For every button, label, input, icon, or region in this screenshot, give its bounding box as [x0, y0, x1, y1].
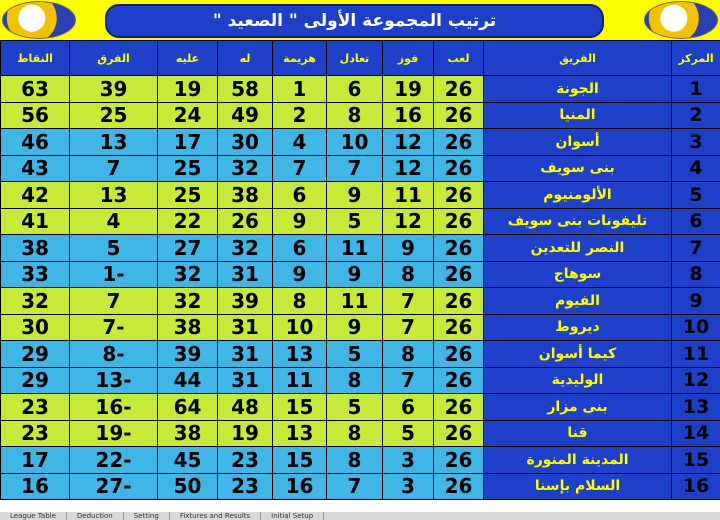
table-row: [1, 182, 720, 209]
football-icon: [644, 1, 718, 39]
team-cell[interactable]: النصر للتعدين: [484, 235, 672, 262]
played-cell[interactable]: 26: [434, 394, 484, 421]
points-cell[interactable]: 23: [1, 394, 70, 421]
lost-cell[interactable]: 2: [273, 102, 327, 129]
goal-difference-cell[interactable]: -27: [70, 473, 158, 500]
points-cell[interactable]: 29: [1, 341, 70, 368]
football-icon: [2, 1, 76, 39]
sheet-tab[interactable]: Setting: [124, 512, 170, 520]
goals-for-cell[interactable]: 58: [218, 76, 273, 103]
goals-against-cell[interactable]: 22: [158, 208, 218, 235]
team-cell[interactable]: كيما أسوان: [484, 341, 672, 368]
goal-difference-cell[interactable]: 13: [70, 182, 158, 209]
table-row: [1, 447, 720, 474]
points-cell[interactable]: 32: [1, 288, 70, 315]
goal-difference-cell[interactable]: -8: [70, 341, 158, 368]
points-cell[interactable]: 46: [1, 129, 70, 156]
goal-difference-cell[interactable]: 5: [70, 235, 158, 262]
points-cell[interactable]: 29: [1, 367, 70, 394]
table-row: [1, 261, 720, 288]
drawn-cell[interactable]: 6: [327, 76, 383, 103]
table-row: [1, 102, 720, 129]
points-cell[interactable]: 41: [1, 208, 70, 235]
won-cell[interactable]: 7: [383, 288, 434, 315]
header-goal-difference[interactable]: الفرق: [70, 41, 158, 76]
won-cell[interactable]: 16: [383, 102, 434, 129]
goal-difference-cell[interactable]: -22: [70, 447, 158, 474]
goal-difference-cell[interactable]: -19: [70, 420, 158, 447]
points-cell[interactable]: 63: [1, 76, 70, 103]
lost-cell[interactable]: 15: [273, 394, 327, 421]
lost-cell[interactable]: 7: [273, 155, 327, 182]
sheet-tab[interactable]: Initial Setup: [261, 512, 324, 520]
lost-cell[interactable]: 9: [273, 261, 327, 288]
points-cell[interactable]: 43: [1, 155, 70, 182]
won-cell[interactable]: 7: [383, 314, 434, 341]
goal-difference-cell[interactable]: 13: [70, 129, 158, 156]
rank-cell[interactable]: 13: [672, 394, 720, 421]
won-cell[interactable]: 7: [383, 367, 434, 394]
goals-for-cell[interactable]: 32: [218, 235, 273, 262]
table-row: [1, 235, 720, 262]
goals-for-cell[interactable]: 30: [218, 129, 273, 156]
points-cell[interactable]: 38: [1, 235, 70, 262]
goals-against-cell[interactable]: 24: [158, 102, 218, 129]
rank-cell[interactable]: 4: [672, 155, 720, 182]
won-cell[interactable]: 3: [383, 473, 434, 500]
goals-for-cell[interactable]: 26: [218, 208, 273, 235]
lost-cell[interactable]: 4: [273, 129, 327, 156]
goals-against-cell[interactable]: 25: [158, 155, 218, 182]
goals-for-cell[interactable]: 49: [218, 102, 273, 129]
goals-against-cell[interactable]: 39: [158, 341, 218, 368]
drawn-cell[interactable]: 9: [327, 261, 383, 288]
goals-against-cell[interactable]: 32: [158, 261, 218, 288]
goals-for-cell[interactable]: 48: [218, 394, 273, 421]
rank-cell[interactable]: 16: [672, 473, 720, 500]
team-cell[interactable]: المدينة المنورة: [484, 447, 672, 474]
header-points[interactable]: النقاط: [1, 41, 70, 76]
table-row: [1, 367, 720, 394]
table-row: [1, 208, 720, 235]
header-rank[interactable]: المركز: [672, 41, 720, 76]
team-cell[interactable]: الفيوم: [484, 288, 672, 315]
points-cell[interactable]: 17: [1, 447, 70, 474]
goals-for-cell[interactable]: 23: [218, 473, 273, 500]
team-cell[interactable]: تليفونات بنى سويف: [484, 208, 672, 235]
drawn-cell[interactable]: 7: [327, 155, 383, 182]
lost-cell[interactable]: 16: [273, 473, 327, 500]
played-cell[interactable]: 26: [434, 208, 484, 235]
table-row: [1, 420, 720, 447]
goals-against-cell[interactable]: 32: [158, 288, 218, 315]
table-row: [1, 473, 720, 500]
drawn-cell[interactable]: 11: [327, 288, 383, 315]
header-won[interactable]: فوز: [383, 41, 434, 76]
drawn-cell[interactable]: 9: [327, 182, 383, 209]
goal-difference-cell[interactable]: 39: [70, 76, 158, 103]
won-cell[interactable]: 12: [383, 155, 434, 182]
table-row: [1, 394, 720, 421]
points-cell[interactable]: 56: [1, 102, 70, 129]
team-cell[interactable]: المنيا: [484, 102, 672, 129]
drawn-cell[interactable]: 10: [327, 129, 383, 156]
won-cell[interactable]: 19: [383, 76, 434, 103]
table-row: [1, 155, 720, 182]
goals-against-cell[interactable]: 64: [158, 394, 218, 421]
rank-cell[interactable]: 6: [672, 208, 720, 235]
won-cell[interactable]: 8: [383, 341, 434, 368]
team-cell[interactable]: بنى مزار: [484, 394, 672, 421]
lost-cell[interactable]: 6: [273, 235, 327, 262]
team-cell[interactable]: الجونة: [484, 76, 672, 103]
played-cell[interactable]: 26: [434, 341, 484, 368]
won-cell[interactable]: 6: [383, 394, 434, 421]
drawn-cell[interactable]: 8: [327, 367, 383, 394]
played-cell[interactable]: 26: [434, 447, 484, 474]
played-cell[interactable]: 26: [434, 102, 484, 129]
won-cell[interactable]: 8: [383, 261, 434, 288]
won-cell[interactable]: 12: [383, 208, 434, 235]
points-cell[interactable]: 33: [1, 261, 70, 288]
goals-for-cell[interactable]: 23: [218, 447, 273, 474]
lost-cell[interactable]: 15: [273, 447, 327, 474]
points-cell[interactable]: 23: [1, 420, 70, 447]
drawn-cell[interactable]: 5: [327, 394, 383, 421]
rank-cell[interactable]: 12: [672, 367, 720, 394]
team-cell[interactable]: السلام بإسنا: [484, 473, 672, 500]
goal-difference-cell[interactable]: 7: [70, 288, 158, 315]
rank-cell[interactable]: 1: [672, 76, 720, 103]
goal-difference-cell[interactable]: -1: [70, 261, 158, 288]
goals-against-cell[interactable]: 44: [158, 367, 218, 394]
goals-against-cell[interactable]: 27: [158, 235, 218, 262]
header-goals-for[interactable]: له: [218, 41, 273, 76]
table-row: [1, 76, 720, 103]
goals-for-cell[interactable]: 31: [218, 261, 273, 288]
drawn-cell[interactable]: 7: [327, 473, 383, 500]
rank-cell[interactable]: 8: [672, 261, 720, 288]
title-bar: [0, 0, 720, 40]
points-cell[interactable]: 30: [1, 314, 70, 341]
team-cell[interactable]: ديروط: [484, 314, 672, 341]
team-cell[interactable]: الوليدية: [484, 367, 672, 394]
goals-against-cell[interactable]: 38: [158, 420, 218, 447]
goal-difference-cell[interactable]: 25: [70, 102, 158, 129]
standings-table: [0, 40, 720, 500]
played-cell[interactable]: 26: [434, 367, 484, 394]
header-team[interactable]: الفريق: [484, 41, 672, 76]
goals-for-cell[interactable]: 32: [218, 155, 273, 182]
lost-cell[interactable]: 8: [273, 288, 327, 315]
goal-difference-cell[interactable]: -7: [70, 314, 158, 341]
goals-against-cell[interactable]: 25: [158, 182, 218, 209]
played-cell[interactable]: 26: [434, 420, 484, 447]
goal-difference-cell[interactable]: -13: [70, 367, 158, 394]
lost-cell[interactable]: 11: [273, 367, 327, 394]
played-cell[interactable]: 26: [434, 288, 484, 315]
points-cell[interactable]: 42: [1, 182, 70, 209]
lost-cell[interactable]: 13: [273, 420, 327, 447]
header-drawn[interactable]: تعادل: [327, 41, 383, 76]
goals-for-cell[interactable]: 31: [218, 367, 273, 394]
rank-cell[interactable]: 3: [672, 129, 720, 156]
won-cell[interactable]: 11: [383, 182, 434, 209]
drawn-cell[interactable]: 8: [327, 420, 383, 447]
goals-against-cell[interactable]: 38: [158, 314, 218, 341]
rank-cell[interactable]: 9: [672, 288, 720, 315]
goals-for-cell[interactable]: 31: [218, 341, 273, 368]
goals-for-cell[interactable]: 39: [218, 288, 273, 315]
drawn-cell[interactable]: 5: [327, 208, 383, 235]
goals-against-cell[interactable]: 19: [158, 76, 218, 103]
goal-difference-cell[interactable]: -16: [70, 394, 158, 421]
header-played[interactable]: لعب: [434, 41, 484, 76]
won-cell[interactable]: 9: [383, 235, 434, 262]
page-title: ترتيب المجموعة الأولى " الصعيد ": [105, 4, 604, 38]
rank-cell[interactable]: 5: [672, 182, 720, 209]
team-cell[interactable]: أسوان: [484, 129, 672, 156]
rank-cell[interactable]: 11: [672, 341, 720, 368]
rank-cell[interactable]: 14: [672, 420, 720, 447]
played-cell[interactable]: 26: [434, 155, 484, 182]
played-cell[interactable]: 26: [434, 129, 484, 156]
points-cell[interactable]: 16: [1, 473, 70, 500]
table-row: [1, 288, 720, 315]
played-cell[interactable]: 26: [434, 473, 484, 500]
rank-cell[interactable]: 10: [672, 314, 720, 341]
goal-difference-cell[interactable]: 4: [70, 208, 158, 235]
sheet-tab[interactable]: Fixtures and Results: [170, 512, 261, 520]
team-cell[interactable]: الألومنيوم: [484, 182, 672, 209]
lost-cell[interactable]: 9: [273, 208, 327, 235]
goals-for-cell[interactable]: 38: [218, 182, 273, 209]
goals-against-cell[interactable]: 50: [158, 473, 218, 500]
played-cell[interactable]: 26: [434, 314, 484, 341]
header-goals-against[interactable]: عليه: [158, 41, 218, 76]
rank-cell[interactable]: 2: [672, 102, 720, 129]
goal-difference-cell[interactable]: 7: [70, 155, 158, 182]
team-cell[interactable]: بنى سويف: [484, 155, 672, 182]
lost-cell[interactable]: 13: [273, 341, 327, 368]
won-cell[interactable]: 5: [383, 420, 434, 447]
drawn-cell[interactable]: 11: [327, 235, 383, 262]
drawn-cell[interactable]: 8: [327, 102, 383, 129]
sheet-tab[interactable]: League Table: [0, 512, 67, 520]
goals-against-cell[interactable]: 17: [158, 129, 218, 156]
table-row: [1, 129, 720, 156]
header-row: [1, 41, 720, 76]
header-lost[interactable]: هزيمة: [273, 41, 327, 76]
won-cell[interactable]: 3: [383, 447, 434, 474]
goals-for-cell[interactable]: 31: [218, 314, 273, 341]
won-cell[interactable]: 12: [383, 129, 434, 156]
sheet-tabs: [0, 512, 720, 520]
lost-cell[interactable]: 6: [273, 182, 327, 209]
drawn-cell[interactable]: 8: [327, 447, 383, 474]
lost-cell[interactable]: 1: [273, 76, 327, 103]
drawn-cell[interactable]: 5: [327, 341, 383, 368]
played-cell[interactable]: 26: [434, 76, 484, 103]
team-cell[interactable]: قنا: [484, 420, 672, 447]
table-row: [1, 314, 720, 341]
played-cell[interactable]: 26: [434, 261, 484, 288]
goals-against-cell[interactable]: 45: [158, 447, 218, 474]
goals-for-cell[interactable]: 19: [218, 420, 273, 447]
played-cell[interactable]: 26: [434, 235, 484, 262]
lost-cell[interactable]: 10: [273, 314, 327, 341]
played-cell[interactable]: 26: [434, 182, 484, 209]
table-row: [1, 341, 720, 368]
rank-cell[interactable]: 7: [672, 235, 720, 262]
team-cell[interactable]: سوهاج: [484, 261, 672, 288]
drawn-cell[interactable]: 9: [327, 314, 383, 341]
rank-cell[interactable]: 15: [672, 447, 720, 474]
sheet-tab[interactable]: Deduction: [67, 512, 124, 520]
